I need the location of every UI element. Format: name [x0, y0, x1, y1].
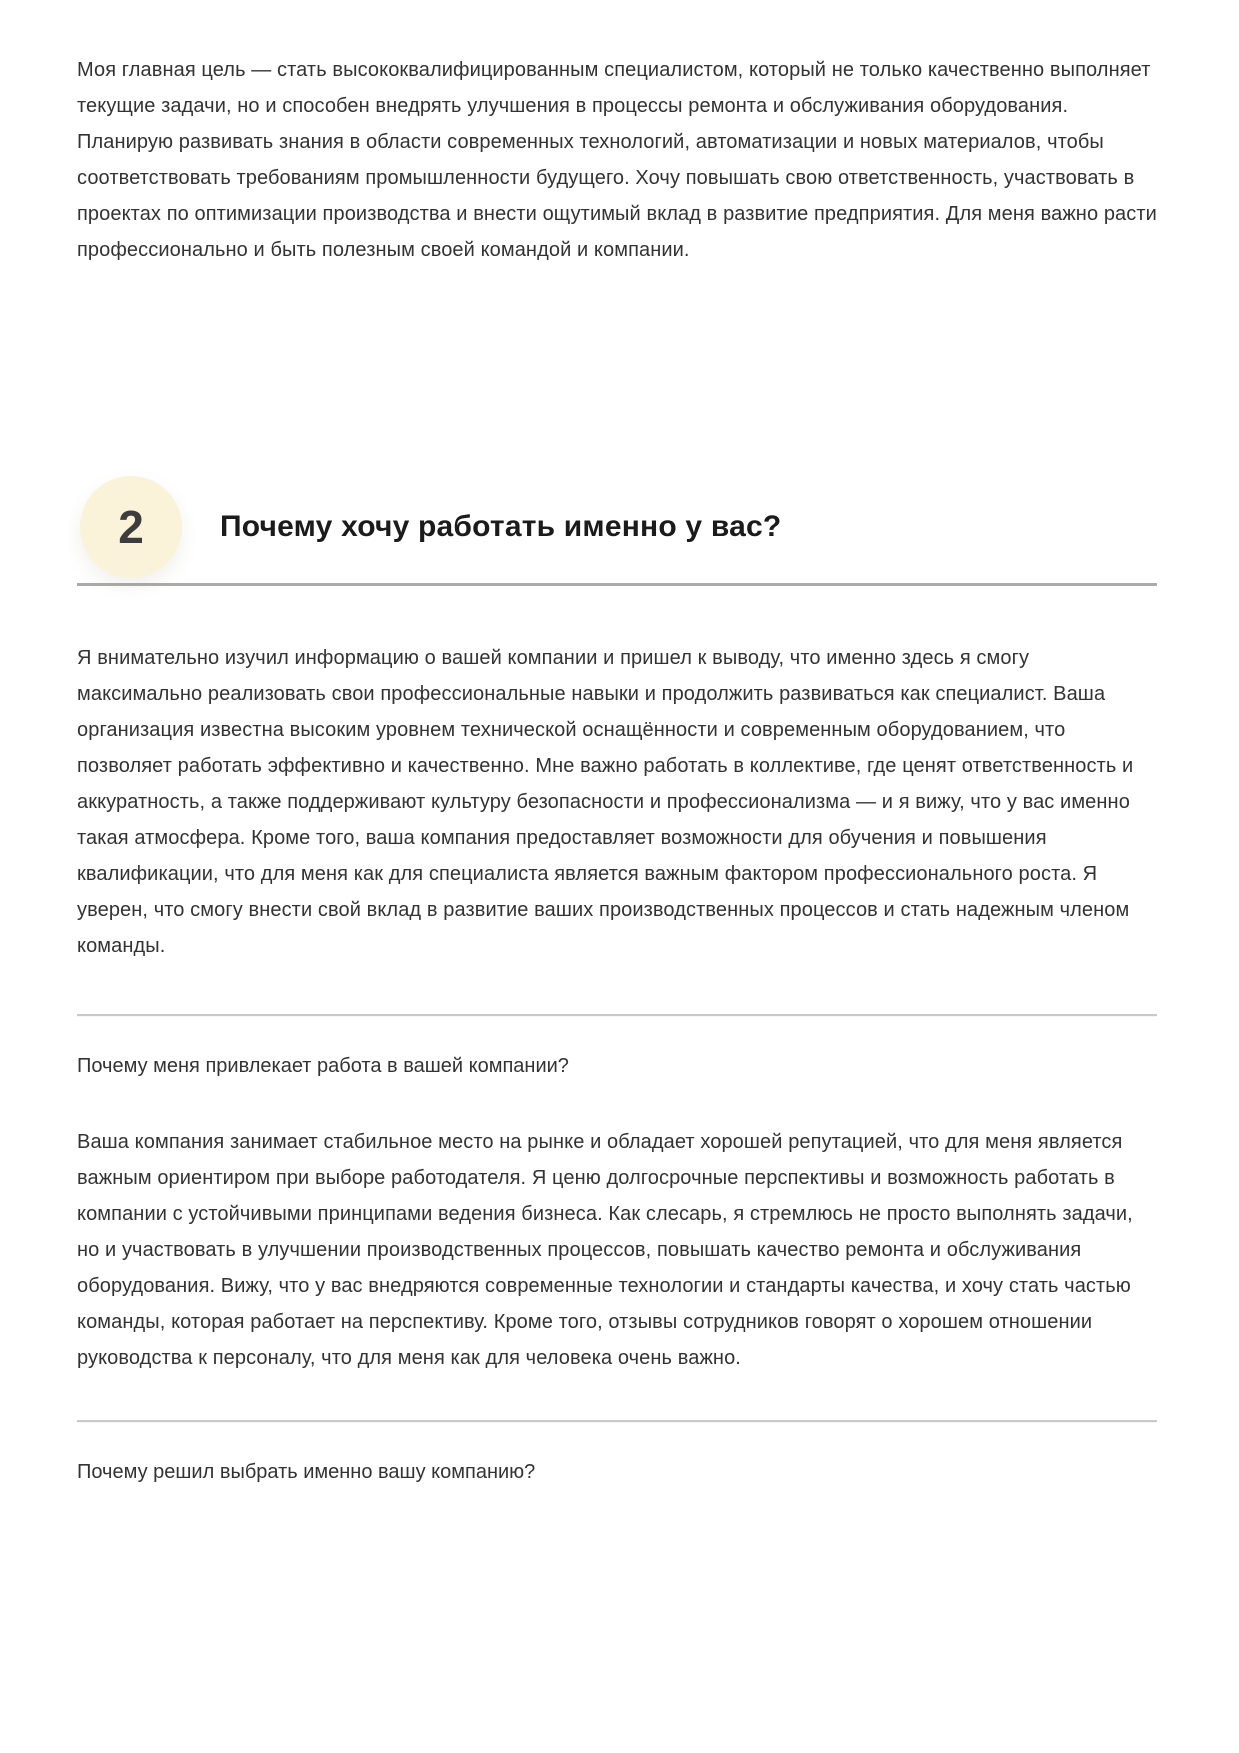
section-divider	[77, 1014, 1157, 1016]
lead-paragraph: Я внимательно изучил информацию о вашей компании и пришел к выводу, что именно здесь я смогу максимально реализовать свои профессиональные навыки и продолжить развиваться как специалист. Ваша организация известна высоким уровнем технической оснащённости и современным оборудованием, что позволяет работать эффективно и качественно. Мне важно работать в коллективе, где ценят ответственность и аккуратность, а также поддерживают культуру безопасности и профессионализма — и я вижу, что у вас именно такая атмосфера. Кроме того, ваша компания предоставляет возможности для обучения и повышения квалификации, что для меня как для специалиста является важным фактором профессионального роста. Я уверен, что смогу внести свой вклад в развитие ваших производственных процессов и стать надежным членом команды.	[77, 647, 1134, 957]
header-divider	[77, 583, 1157, 586]
section-number: 2	[118, 501, 144, 553]
section-title: Почему хочу работать именно у вас?	[220, 510, 782, 543]
intro-paragraph: Моя главная цель — стать высококвалифицированным специалистом, который не только качественно выполняет текущие задачи, но и способен внедрять улучшения в процессы ремонта и обслуживания оборудования. Планирую развивать знания в области современных технологий, автоматизации и новых материалов, чтобы соответствовать требованиям промышленности будущего. Хочу повышать свою ответственность, участвовать в проектах по оптимизации производства и внести ощутимый вклад в развитие предприятия. Для меня важно расти профессионально и быть полезным своей командой и компании.	[77, 59, 1157, 261]
question-heading: Почему решил выбрать именно вашу компанию?	[77, 1461, 536, 1483]
section-header	[77, 476, 1157, 578]
content-column	[77, 0, 1157, 1486]
question-heading: Почему меня привлекает работа в вашей компании?	[77, 1055, 569, 1077]
section-divider	[77, 1420, 1157, 1422]
section-number-badge	[80, 476, 182, 578]
answer-paragraph: Ваша компания занимает стабильное место на рынке и обладает хорошей репутацией, что для меня является важным ориентиром при выборе работодателя. Я ценю долгосрочные перспективы и возможность работать в компании с устойчивыми принципами ведения бизнеса. Как слесарь, я стремлюсь не просто выполнять задачи, но и участвовать в улучшении производственных процессов, повышать качество ремонта и обслуживания оборудования. Вижу, что у вас внедряются современные технологии и стандарты качества, и хочу стать частью команды, которая работает на перспективу. Кроме того, отзывы сотрудников говорят о хорошем отношении руководства к персоналу, что для меня как для человека очень важно.	[77, 1131, 1133, 1369]
